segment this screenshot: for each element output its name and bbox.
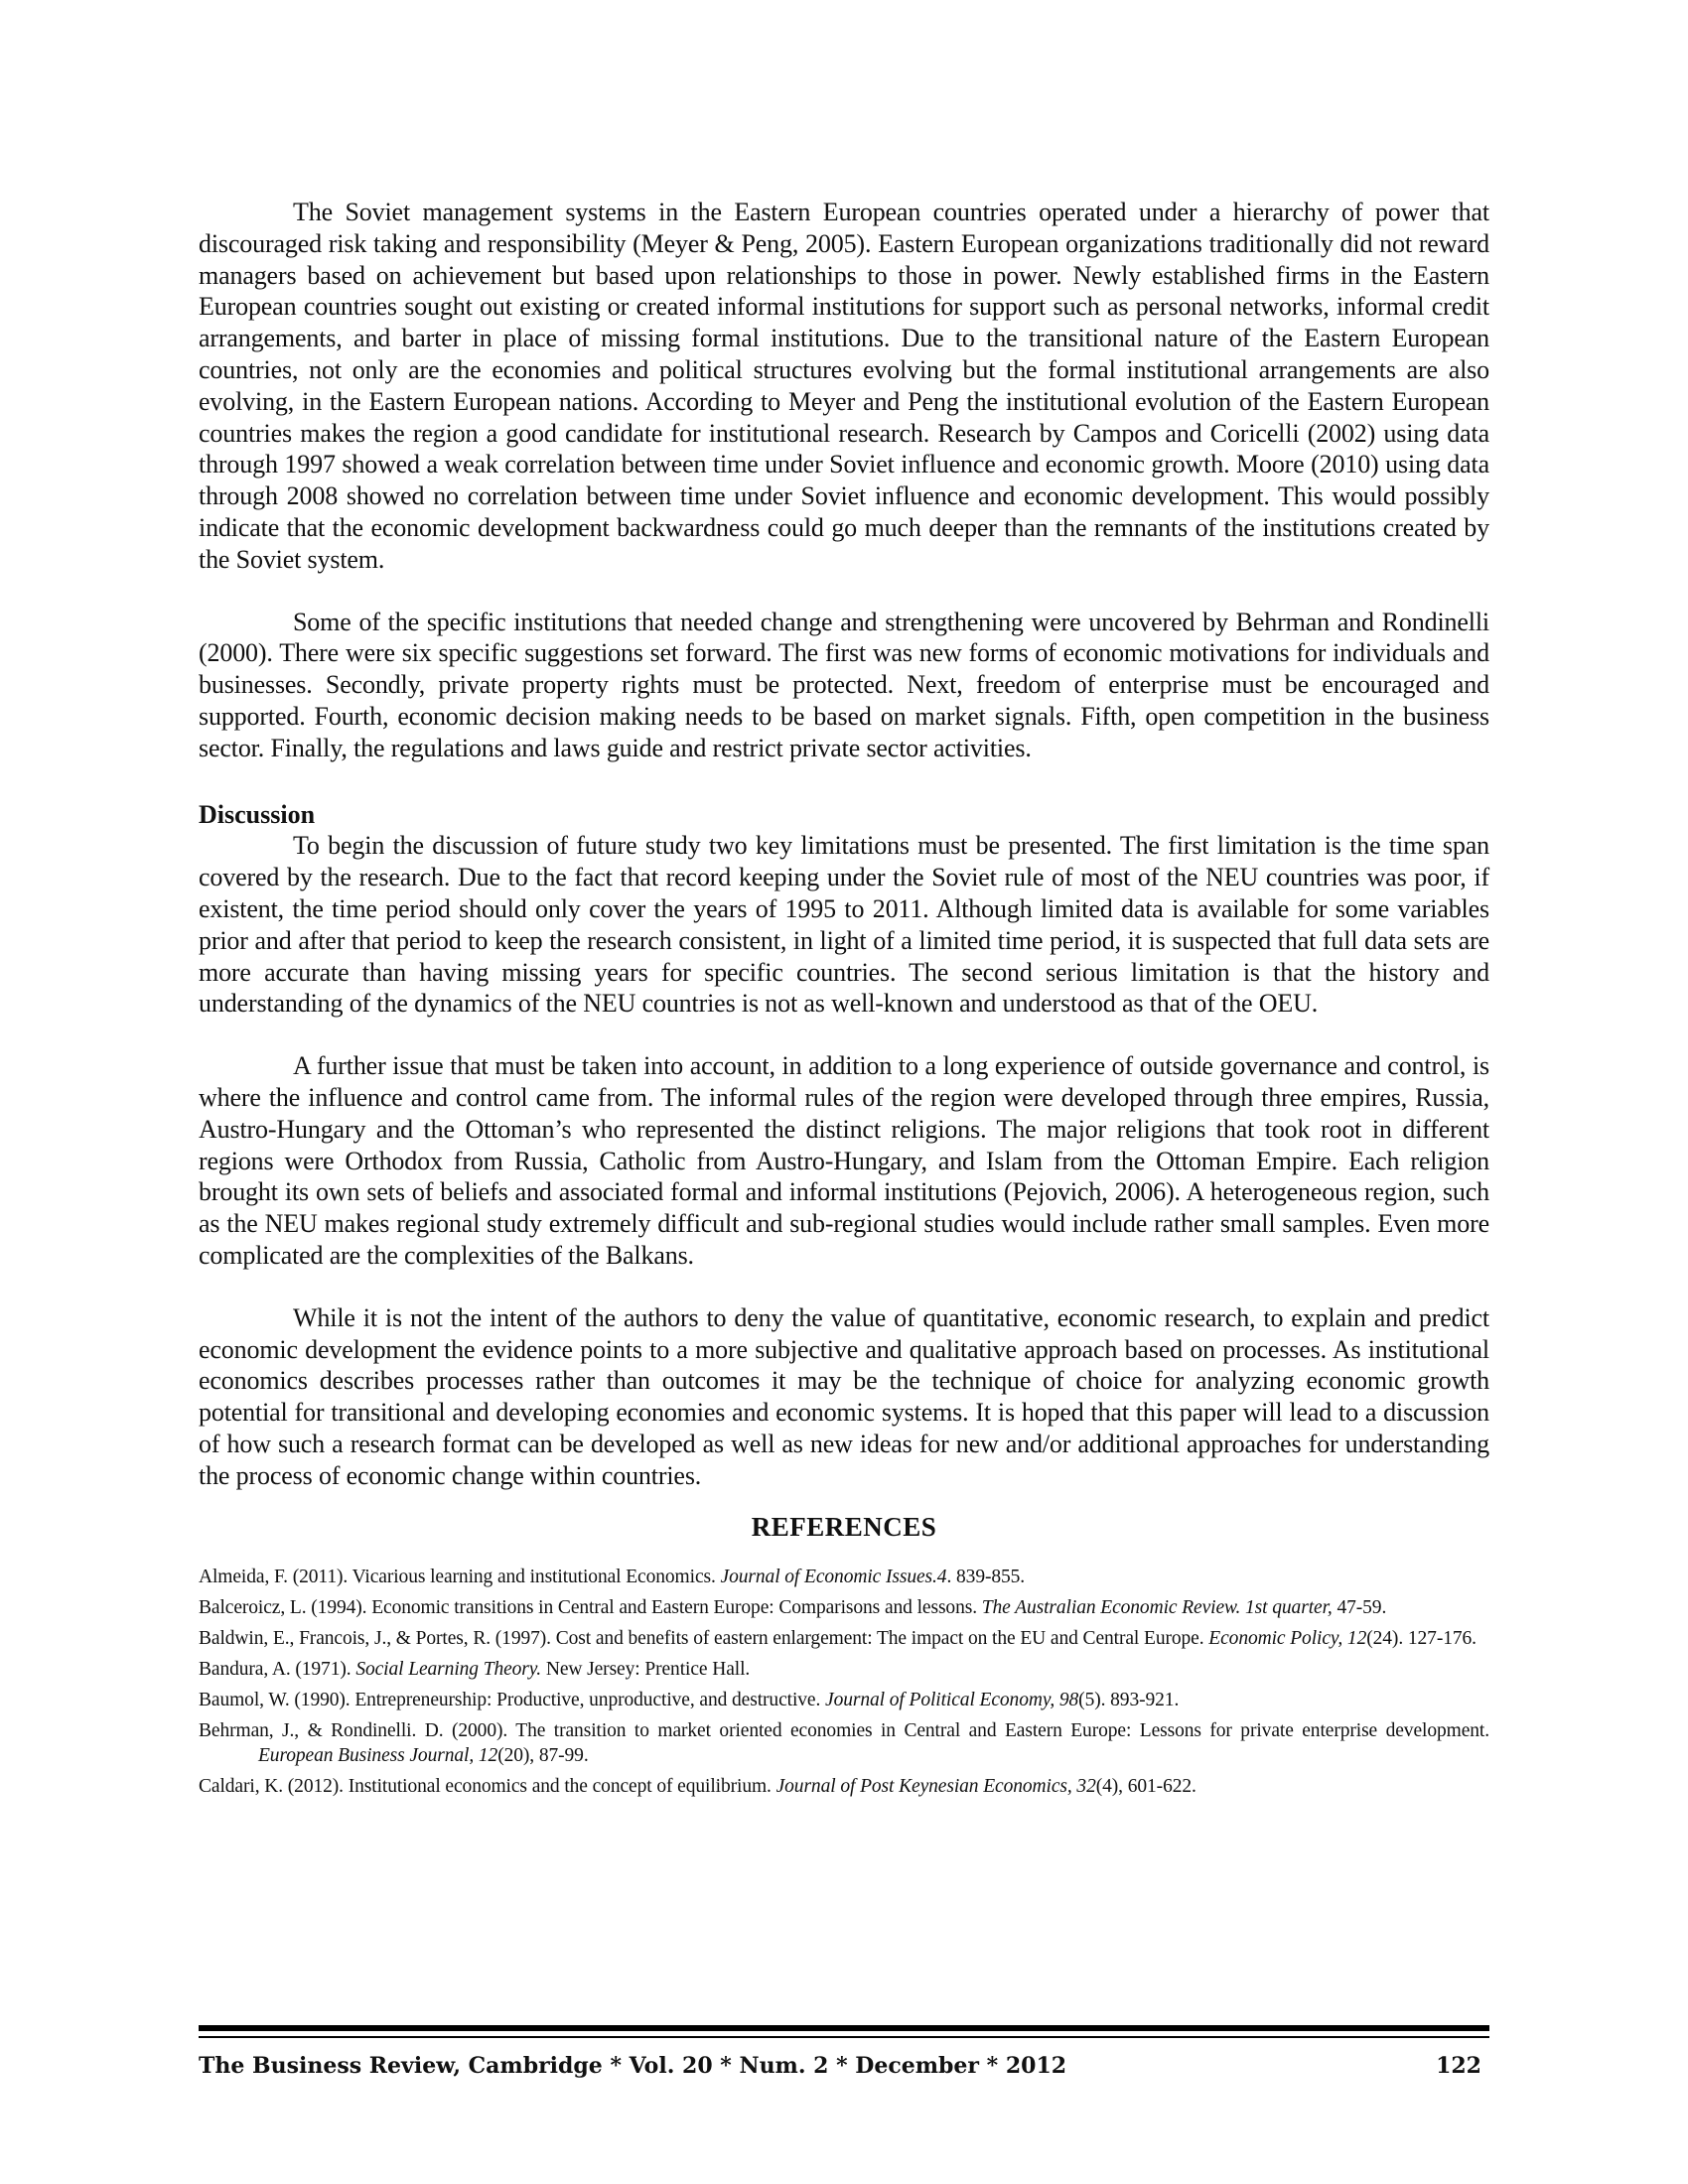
footer-page-number: 122 bbox=[1436, 2053, 1481, 2079]
reference-item bbox=[199, 1565, 1489, 1589]
reference-source: Journal of Economic Issues.4 bbox=[720, 1567, 947, 1588]
paragraph-gap bbox=[199, 1272, 1489, 1302]
reference-source: European Business Journal, 12 bbox=[258, 1745, 498, 1767]
reference-tail: (5). 893-921. bbox=[1078, 1690, 1180, 1711]
reference-source: Journal of Political Economy, 98 bbox=[825, 1690, 1079, 1711]
reference-item bbox=[199, 1657, 1489, 1682]
references-heading: REFERENCES bbox=[751, 1512, 937, 1543]
reference-item bbox=[199, 1595, 1489, 1620]
paragraph-gap bbox=[199, 576, 1489, 607]
reference-text: Caldari, K. (2012). Institutional economics and the concept of equilibrium. bbox=[199, 1776, 776, 1798]
reference-tail: 47-59. bbox=[1332, 1597, 1387, 1619]
page-content bbox=[199, 197, 1489, 1805]
reference-source: Journal of Post Keynesian Economics, 32 bbox=[775, 1776, 1096, 1798]
reference-text: Bandura, A. (1971). bbox=[199, 1659, 356, 1681]
reference-tail: . 839-855. bbox=[946, 1567, 1026, 1588]
reference-text: Almeida, F. (2011). Vicarious learning and institutional Economics. bbox=[199, 1567, 721, 1588]
references-list bbox=[199, 1565, 1489, 1799]
page-footer bbox=[199, 2053, 1489, 2087]
body-paragraph-1: The Soviet management systems in the Eastern European countries operated under a hierarchy of power that discouraged risk taking and responsibility (Meyer & Peng, 2005). Eastern European organizations traditionally did not reward managers based on achievement but based upon relationships to those in power. Newly established firms in the Eastern European countries sought out existing or created informal institutions for support such as personal networks, informal credit arrangements, and barter in place of missing formal institutions. Due to the transitional nature of the Eastern European countries, not only are the economies and political structures evolving but the formal institutional arrangements are also evolving, in the Eastern European nations. According to Meyer and Peng the institutional evolution of the Eastern European countries makes the region a good candidate for institutional research. Research by Campos and Coricelli (2002) using data through 1997 showed a weak correlation between time under Soviet influence and economic growth. Moore (2010) using data through 2008 showed no correlation between time under Soviet influence and economic development. This would possibly indicate that the economic development backwardness could go much deeper than the remnants of the institutions created by the Soviet system. bbox=[199, 198, 1489, 574]
paragraph-gap bbox=[199, 764, 1489, 795]
body-paragraph-5: While it is not the intent of the authors to deny the value of quantitative, economic research, to explain and predict economic development the evidence points to a more subjective and qualitative approach based on processes. As institutional economics describes processes rather than outcomes it may be the technique of choice for analyzing economic growth potential for transitional and developing economies and economic systems. It is hoped that this paper will lead to a discussion of how such a research format can be developed as well as new ideas for new and/or additional approaches for understanding the process of economic change within countries. bbox=[199, 1302, 1489, 1490]
body-paragraph-2: Some of the specific institutions that needed change and strengthening were uncovered by Behrman and Rondinelli (2000). There were six specific suggestions set forward. The first was new forms of economic motivations for individuals and businesses. Secondly, private property rights must be protected. Next, freedom of enterprise must be encouraged and supported. Fourth, economic decision making needs to be based on market signals. Fifth, open competition in the business sector. Finally, the regulations and laws guide and restrict private sector activities. bbox=[199, 607, 1489, 762]
body-paragraph-4: A further issue that must be taken into account, in addition to a long experience of outside governance and control, is where the influence and control came from. The informal rules of the region were developed through three empires, Russia, Austro-Hungary and the Ottoman’s who represented the distinct religions. The major religions that took root in different regions were Orthodox from Russia, Catholic from Austro-Hungary, and Islam from the Ottoman Empire. Each religion brought its own sets of beliefs and associated formal and informal institutions (Pejovich, 2006). A heterogeneous region, such as the NEU makes regional study extremely difficult and sub-regional studies would include rather small samples. Even more complicated are the complexities of the Balkans. bbox=[199, 1051, 1489, 1270]
reference-text: Baldwin, E., Francois, J., & Portes, R. (1997). Cost and benefits of eastern enlargement: The impact on the EU and Central Europe. bbox=[199, 1628, 1209, 1650]
reference-tail: (24). 127-176. bbox=[1366, 1628, 1477, 1650]
paragraph-gap bbox=[199, 1020, 1489, 1050]
footer-rule-thin bbox=[199, 2036, 1489, 2038]
reference-source: The Australian Economic Review. 1st quarter, bbox=[981, 1597, 1333, 1619]
reference-item bbox=[199, 1626, 1489, 1651]
reference-item bbox=[199, 1688, 1489, 1712]
reference-text: Balceroicz, L. (1994). Economic transitions in Central and Eastern Europe: Comparisons and lessons. bbox=[199, 1597, 982, 1619]
reference-tail: (4), 601-622. bbox=[1095, 1776, 1196, 1798]
reference-text: Baumol, W. (1990). Entrepreneurship: Productive, unproductive, and destructive. bbox=[199, 1690, 826, 1711]
reference-source: Economic Policy, 12 bbox=[1208, 1628, 1367, 1650]
section-heading-discussion: Discussion bbox=[199, 799, 316, 829]
reference-tail: (20), 87-99. bbox=[497, 1745, 589, 1767]
reference-item bbox=[199, 1774, 1489, 1799]
reference-source: Social Learning Theory. bbox=[355, 1659, 542, 1681]
footer-rule-thick bbox=[199, 2025, 1489, 2031]
reference-text: Behrman, J., & Rondinelli. D. (2000). The transition to market oriented economies in Central and Eastern Europe: Lessons for private enterprise development. bbox=[199, 1720, 1489, 1742]
footer-journal-info: The Business Review, Cambridge * Vol. 20 * Num. 2 * December * 2012 bbox=[199, 2053, 1067, 2079]
reference-tail: New Jersey: Prentice Hall. bbox=[541, 1659, 751, 1681]
reference-item bbox=[199, 1718, 1489, 1768]
body-paragraph-3: To begin the discussion of future study two key limitations must be presented. The first limitation is the time span covered by the research. Due to the fact that record keeping under the Soviet rule of most of the NEU countries was poor, if existent, the time period should only cover the years of 1995 to 2011. Although limited data is available for some variables prior and after that period to keep the research consistent, in light of a limited time period, it is suspected that full data sets are more accurate than having missing years for specific countries. The second serious limitation is that the history and understanding of the dynamics of the NEU countries is not as well-known and understood as that of the OEU. bbox=[199, 831, 1489, 1019]
